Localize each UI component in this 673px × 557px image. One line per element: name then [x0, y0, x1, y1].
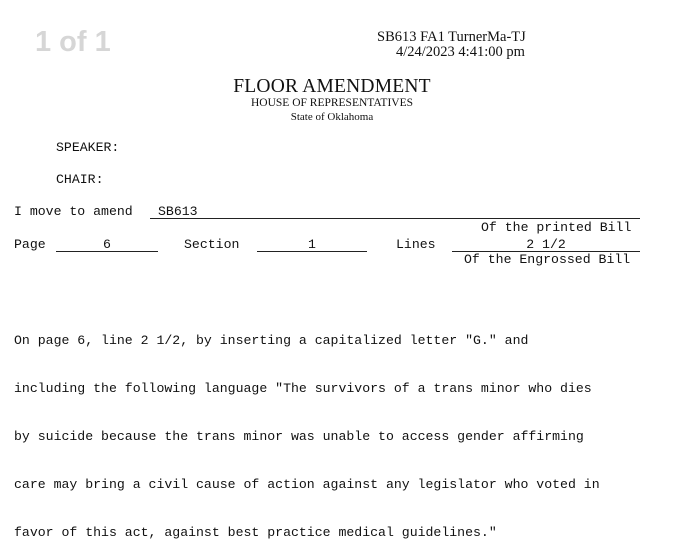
amendment-line: favor of this act, against best practice medical guidelines."	[14, 525, 497, 540]
amendment-line: On page 6, line 2 1/2, by inserting a capitalized letter "G." and	[14, 333, 529, 348]
amendment-text	[14, 301, 600, 557]
page-underline	[56, 251, 158, 252]
lines-label: Lines	[396, 237, 436, 252]
section-label: Section	[184, 237, 240, 252]
engrossed-bill-label: Of the Engrossed Bill	[464, 252, 631, 267]
section-value: 1	[308, 237, 316, 252]
lines-value: 2 1/2	[526, 237, 566, 252]
page-value: 6	[103, 237, 111, 252]
document-title: FLOOR AMENDMENT	[233, 76, 431, 97]
state-name: State of Oklahoma	[290, 111, 374, 123]
page-indicator: 1 of 1	[35, 26, 111, 58]
chamber-name: HOUSE OF REPRESENTATIVES	[250, 97, 413, 109]
document-id: SB613 FA1 TurnerMa-TJ	[377, 29, 526, 45]
motion-prefix: I move to amend	[14, 204, 133, 219]
amendment-line: including the following language "The survivors of a trans minor who dies	[14, 381, 592, 396]
section-underline	[257, 251, 367, 252]
bill-number: SB613	[158, 204, 198, 219]
chair-label: CHAIR:	[56, 172, 104, 187]
bill-underline	[150, 218, 640, 219]
printed-bill-label: Of the printed Bill	[481, 220, 632, 235]
page-label: Page	[14, 237, 46, 252]
document-date: 4/24/2023 4:41:00 pm	[396, 44, 525, 60]
amendment-line: care may bring a civil cause of action against any legislator who voted in	[14, 477, 600, 492]
amendment-line: by suicide because the trans minor was unable to access gender affirming	[14, 429, 584, 444]
speaker-label: SPEAKER:	[56, 140, 120, 155]
